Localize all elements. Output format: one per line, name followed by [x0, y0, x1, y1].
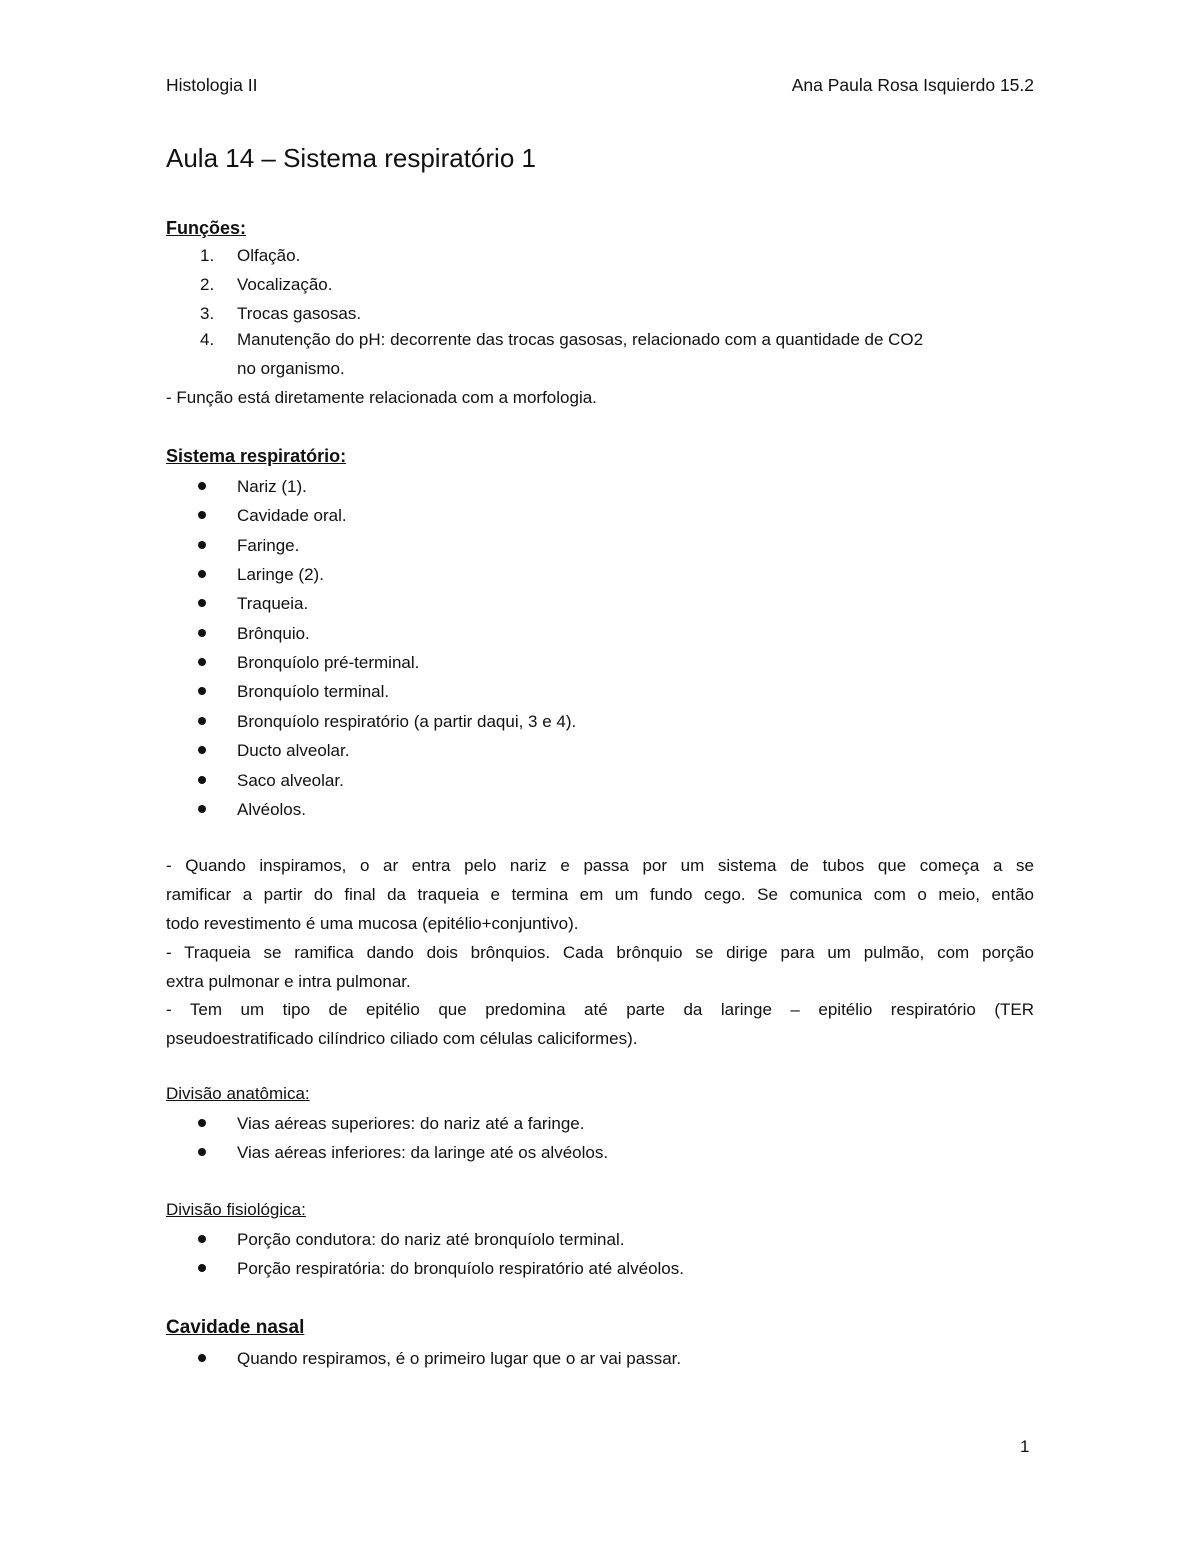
list-item: Saco alveolar.	[237, 771, 344, 790]
bullet-icon	[198, 805, 206, 813]
list-item: Brônquio.	[237, 624, 310, 643]
bullet-icon	[198, 599, 206, 607]
list-item: Bronquíolo respiratório (a partir daqui, 3 e 4).	[237, 712, 577, 731]
bullet-icon	[198, 746, 206, 754]
list-item: Olfação.	[237, 246, 301, 265]
list-item: Porção respiratória: do bronquíolo respiratório até alvéolos.	[237, 1259, 684, 1278]
header-author: Ana Paula Rosa Isquierdo 15.2	[791, 75, 1034, 95]
list-item: Alvéolos.	[237, 800, 306, 819]
bullet-icon	[198, 1235, 206, 1243]
list-number: 4.	[200, 330, 215, 349]
list-item-continuation: no organismo.	[237, 359, 345, 378]
bullet-icon	[198, 658, 206, 666]
list-item: Manutenção do pH: decorrente das trocas gasosas, relacionado com a quantidade de CO2	[237, 330, 924, 349]
paragraph-line: - Traqueia se ramifica dando dois brônquios. Cada brônquio se dirige para um pulmão, com porção	[166, 943, 1034, 962]
list-item: Vias aéreas inferiores: da laringe até os alvéolos.	[237, 1143, 609, 1162]
list-item: Traqueia.	[237, 594, 309, 613]
list-item: Vocalização.	[237, 275, 333, 294]
paragraph-line: - Tem um tipo de epitélio que predomina até parte da laringe – epitélio respiratório (TER	[166, 1000, 1034, 1019]
bullet-icon	[198, 687, 206, 695]
heading-funcoes: Funções:	[166, 218, 247, 238]
list-item: Bronquíolo terminal.	[237, 682, 390, 701]
paragraph-inspiracao	[166, 851, 1034, 938]
list-item: Bronquíolo pré-terminal.	[237, 653, 420, 672]
list-item: Quando respiramos, é o primeiro lugar que o ar vai passar.	[237, 1349, 682, 1368]
list-item: Nariz (1).	[237, 477, 307, 496]
list-item: Laringe (2).	[237, 565, 324, 584]
paragraph-line: ramificar a partir do final da traqueia e termina em um fundo cego. Se comunica com o meio, então	[166, 885, 1034, 904]
list-item: Trocas gasosas.	[237, 304, 362, 323]
bullet-icon	[198, 1264, 206, 1272]
paragraph-line: - Quando inspiramos, o ar entra pelo nariz e passa por um sistema de tubos que começa a se	[166, 856, 1034, 875]
bullet-icon	[198, 717, 206, 725]
bullet-icon	[198, 541, 206, 549]
heading-sistema-respiratorio: Sistema respiratório:	[166, 446, 347, 466]
list-item: Porção condutora: do nariz até bronquíolo terminal.	[237, 1230, 625, 1249]
page-number: 1	[1020, 1437, 1030, 1456]
list-number: 2.	[200, 275, 215, 294]
list-item: Ducto alveolar.	[237, 741, 350, 760]
paragraph-line: extra pulmonar e intra pulmonar.	[166, 972, 411, 991]
paragraph-epitelio	[166, 995, 1034, 1053]
list-item: Cavidade oral.	[237, 506, 347, 525]
bullet-icon	[198, 482, 206, 490]
paragraph-line: pseudoestratificado cilíndrico ciliado com células caliciformes).	[166, 1029, 638, 1048]
list-item: Vias aéreas superiores: do nariz até a faringe.	[237, 1114, 585, 1133]
bullet-icon	[198, 776, 206, 784]
list-number: 3.	[200, 304, 215, 323]
heading-divisao-fisiologica: Divisão fisiológica:	[166, 1200, 306, 1219]
funcoes-note: - Função está diretamente relacionada com a morfologia.	[166, 388, 597, 407]
heading-cavidade-nasal: Cavidade nasal	[166, 1317, 305, 1338]
page-title: Aula 14 – Sistema respiratório 1	[166, 143, 536, 173]
bullet-icon	[198, 1354, 206, 1362]
bullet-icon	[198, 1148, 206, 1156]
paragraph-traqueia	[166, 938, 1034, 996]
paragraph-line: todo revestimento é uma mucosa (epitélio+conjuntivo).	[166, 914, 579, 933]
bullet-icon	[198, 1119, 206, 1127]
list-number: 1.	[200, 246, 215, 265]
list-item: Faringe.	[237, 536, 300, 555]
bullet-icon	[198, 570, 206, 578]
heading-divisao-anatomica: Divisão anatômica:	[166, 1084, 310, 1103]
bullet-icon	[198, 629, 206, 637]
bullet-icon	[198, 511, 206, 519]
header-course: Histologia II	[166, 75, 258, 95]
